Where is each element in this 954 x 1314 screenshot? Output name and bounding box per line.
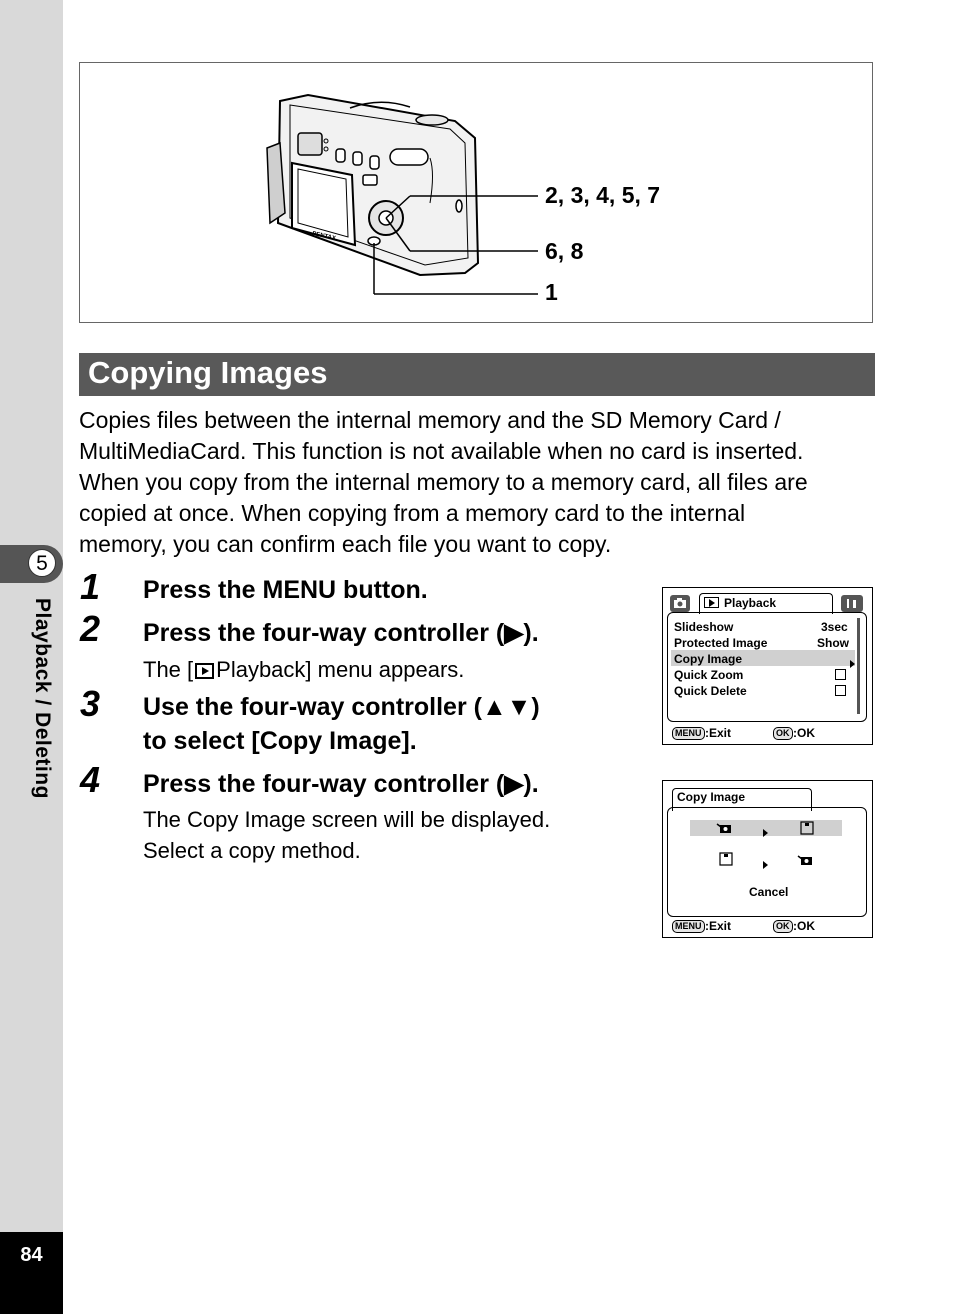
step-subtext-prefix: The [ — [143, 657, 194, 682]
internal-memory-icon[interactable] — [796, 853, 814, 867]
footer-exit-label: :Exit — [705, 726, 732, 740]
step-text: Press the four-way controller (▶). — [143, 619, 539, 647]
tab-playback-label: Playback — [724, 596, 777, 610]
playback-icon — [195, 663, 214, 679]
footer-ok-label: :OK — [793, 919, 815, 933]
step-subtext-rest: Playback] menu appears. — [216, 657, 465, 682]
footer-ok-label: :OK — [793, 726, 815, 740]
section-title: Copying Images — [88, 355, 328, 390]
menu-item-slideshow[interactable]: Slideshow — [674, 620, 734, 634]
quick-zoom-checkbox[interactable] — [835, 669, 846, 680]
step-number: 2 — [80, 608, 101, 649]
intro-line: Copies files between the internal memory and the SD Memory Card / — [79, 407, 781, 433]
sd-card-icon[interactable] — [800, 821, 814, 835]
camera-figure — [79, 62, 873, 323]
step-subtext: The Copy Image screen will be displayed. — [143, 807, 551, 832]
ok-key-icon: OK — [773, 727, 793, 740]
chapter-title: Playback / Deleting — [31, 598, 54, 799]
step-subtext — [143, 657, 464, 683]
step-number: 1 — [80, 566, 101, 607]
menu-item-protected-image[interactable]: Protected Image — [674, 636, 768, 650]
intro-paragraph — [79, 405, 879, 560]
playback-icon — [704, 597, 719, 608]
setup-tab-icon — [841, 595, 863, 612]
playback-menu-screen — [662, 587, 873, 745]
cancel-option[interactable]: Cancel — [749, 885, 789, 899]
chapter-number: 5 — [28, 549, 56, 577]
right-arrow-icon — [763, 824, 768, 842]
page-number: 84 — [20, 1244, 43, 1266]
scrollbar[interactable] — [857, 618, 860, 714]
step-text: Press the MENU button. — [143, 576, 428, 604]
intro-line: memory, you can confirm each file you want to copy. — [79, 531, 612, 557]
sd-card-icon[interactable] — [719, 852, 733, 866]
menu-item-quick-delete[interactable]: Quick Delete — [674, 684, 747, 698]
menu-key-icon: MENU — [672, 920, 705, 933]
menu-key-icon: MENU — [672, 727, 705, 740]
menu-value-protected-image: Show — [817, 636, 849, 650]
intro-line: When you copy from the internal memory to a memory card, all files are — [79, 469, 808, 495]
menu-item-copy-image[interactable]: Copy Image — [674, 652, 743, 666]
intro-line: MultiMediaCard. This function is not available when no card is inserted. — [79, 438, 804, 464]
menu-item-quick-zoom[interactable]: Quick Zoom — [674, 668, 744, 682]
copy-image-screen — [662, 780, 873, 938]
callout-step-1: 1 — [545, 279, 558, 305]
camera-tab-icon — [670, 595, 690, 612]
step-subtext: Select a copy method. — [143, 838, 361, 863]
internal-memory-icon[interactable] — [715, 821, 733, 835]
step-number: 3 — [80, 683, 101, 724]
quick-delete-checkbox[interactable] — [835, 685, 846, 696]
step-text: Use the four-way controller (▲▼) — [143, 693, 540, 721]
camera-illustration — [80, 63, 874, 324]
step-text: Press the four-way controller (▶). — [143, 770, 539, 798]
menu-value-slideshow: 3sec — [821, 620, 848, 634]
step-number: 4 — [80, 759, 101, 800]
callout-steps-2-3-4-5-7: 2, 3, 4, 5, 7 — [545, 182, 661, 208]
right-arrow-icon — [850, 655, 855, 673]
camera-brand-text: PENTAX — [311, 231, 337, 242]
ok-key-icon: OK — [773, 920, 793, 933]
tab-copy-image-label: Copy Image — [677, 790, 746, 804]
callout-steps-6-8: 6, 8 — [545, 238, 584, 264]
intro-line: copied at once. When copying from a memory card to the internal — [79, 500, 746, 526]
step-text: to select [Copy Image]. — [143, 727, 417, 755]
right-arrow-icon — [763, 856, 768, 874]
footer-exit-label: :Exit — [705, 919, 732, 933]
